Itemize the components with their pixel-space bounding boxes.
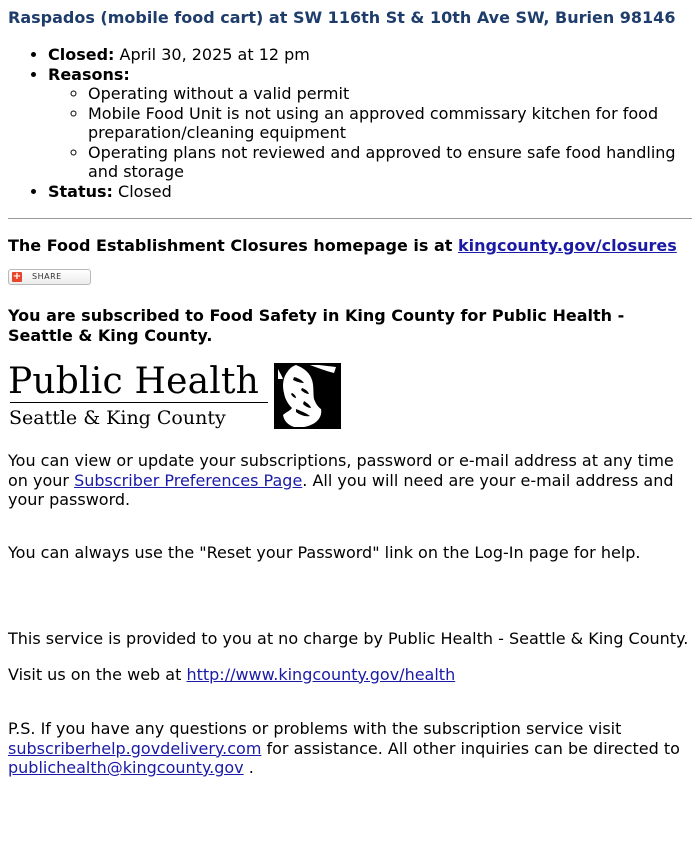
publichealth-email-link[interactable]: publichealth@kingcounty.gov xyxy=(8,758,244,777)
closures-homepage-link[interactable]: kingcounty.gov/closures xyxy=(457,236,677,255)
share-button[interactable] xyxy=(8,269,91,285)
subscriber-preferences-link[interactable]: Subscriber Preferences Page xyxy=(74,470,303,490)
logo-line2: Seattle & King County xyxy=(9,407,226,429)
logo-rule xyxy=(10,402,268,403)
share-label: SHARE xyxy=(32,272,62,281)
page-title: Raspados (mobile food cart) at SW 116th St & 10th Ave SW, Burien 98146 xyxy=(8,8,676,27)
reason-item: ◦ Mobile Food Unit is not using an approved commissary kitchen for food preparation/cleaning equipment xyxy=(88,104,692,143)
reasons-item xyxy=(48,65,692,182)
status-item xyxy=(48,182,692,202)
status-value: Closed xyxy=(118,181,172,201)
face-portrait-icon xyxy=(274,363,341,429)
closure-details xyxy=(8,45,692,201)
email-body xyxy=(8,0,692,778)
closed-value: April 30, 2025 at 12 pm xyxy=(119,45,310,64)
ps-text-end: . xyxy=(248,758,254,777)
reset-password-note: You can always use the "Reset your Password" link on the Log-In page for help. xyxy=(8,542,641,562)
reason-item: ◦ Operating plans not reviewed and approved to ensure safe food handling and storage xyxy=(88,143,692,182)
homepage-text: The Food Establishment Closures homepage is at xyxy=(8,236,453,255)
logo-line1: Public Health xyxy=(8,361,260,402)
visit-paragraph xyxy=(8,665,692,685)
reasons-label: Reasons: xyxy=(48,64,130,84)
preferences-text-before: You can view or update your subscriptions, password or e-mail address at any time on your xyxy=(8,451,674,490)
health-website-link[interactable]: http://www.kingcounty.gov/health xyxy=(186,664,456,684)
plus-icon: + xyxy=(12,271,22,282)
ps-paragraph xyxy=(8,719,692,778)
status-label: Status: xyxy=(48,181,113,201)
divider xyxy=(8,218,692,219)
public-health-logo xyxy=(8,363,692,435)
subscription-notice: You are subscribed to Food Safety in King County for Public Health - Seattle & King County. xyxy=(8,306,625,345)
closures-homepage-line xyxy=(8,236,692,256)
service-note: This service is provided to you at no charge by Public Health - Seattle & King County. xyxy=(8,629,689,648)
closed-item xyxy=(48,45,692,65)
ps-text-before: P.S. If you have any questions or problems with the subscription service visit xyxy=(8,719,622,738)
subscriberhelp-link[interactable]: subscriberhelp.govdelivery.com xyxy=(8,738,262,758)
reason-item: ◦ Operating without a valid permit xyxy=(88,84,692,104)
closed-label: Closed: xyxy=(48,45,115,64)
preferences-text-after: . All you will need are your e-mail address and your password. xyxy=(8,470,674,509)
preferences-paragraph xyxy=(8,451,692,510)
ps-text-middle: for assistance. All other inquiries can be directed to xyxy=(266,738,680,758)
reasons-list xyxy=(48,84,692,182)
visit-text: Visit us on the web at xyxy=(8,664,182,684)
